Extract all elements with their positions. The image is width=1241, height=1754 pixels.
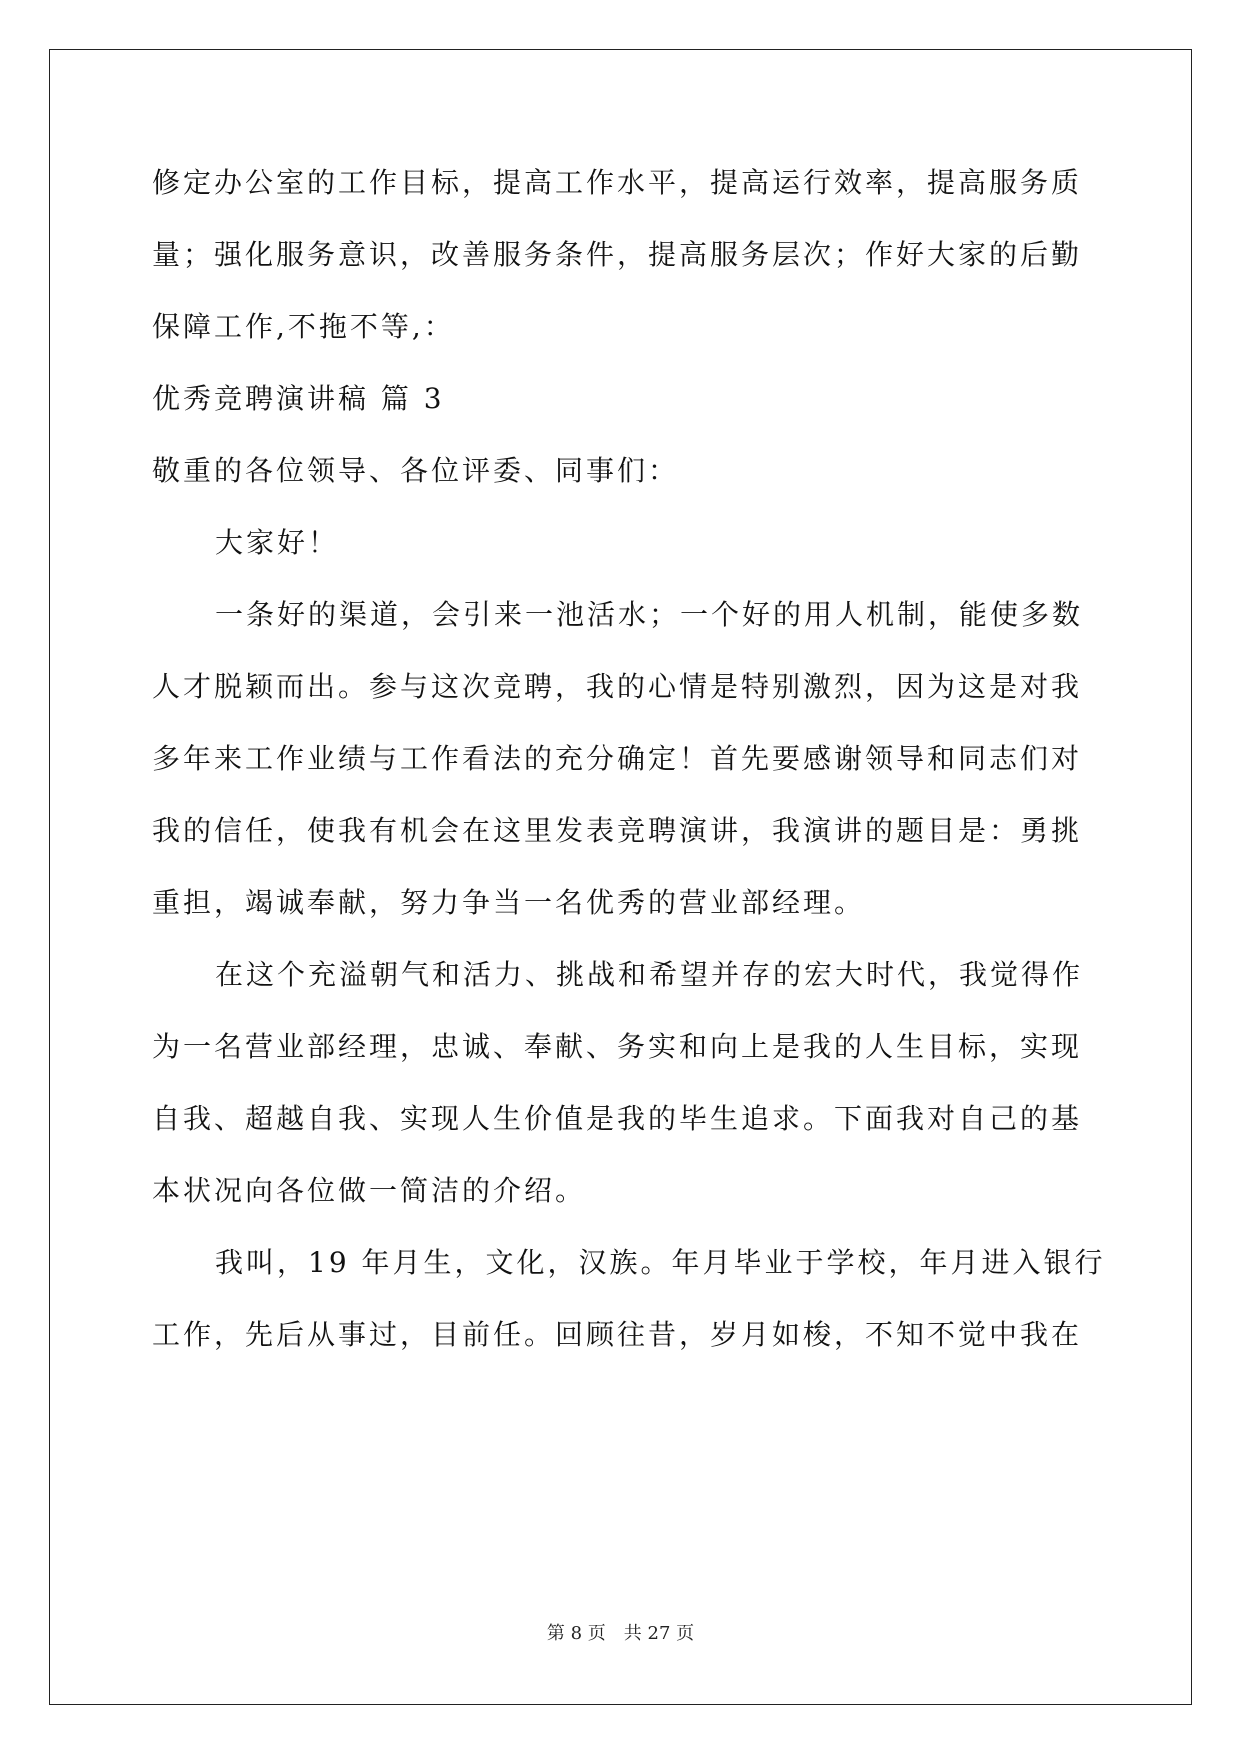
text-line: 我的信任，使我有机会在这里发表竞聘演讲，我演讲的题目是：勇挑 xyxy=(152,814,1083,847)
text-line: 在这个充溢朝气和活力、挑战和希望并存的宏大时代，我觉得作 xyxy=(215,958,1084,991)
text-line: 保障工作,不拖不等,： xyxy=(152,310,455,343)
page-footer xyxy=(0,1622,1241,1646)
greeting: 大家好！ xyxy=(215,526,340,559)
text-line: 修定办公室的工作目标，提高工作水平，提高运行效率，提高服务质 xyxy=(152,166,1083,199)
text-line: 工作，先后从事过，目前任。回顾往昔，岁月如梭，不知不觉中我在 xyxy=(152,1318,1083,1351)
text-line: 人才脱颖而出。参与这次竞聘，我的心情是特别激烈，因为这是对我 xyxy=(152,670,1083,703)
text-line: 自我、超越自我、实现人生价值是我的毕生追求。下面我对自己的基 xyxy=(152,1102,1083,1135)
text-line: 多年来工作业绩与工作看法的充分确定！首先要感谢领导和同志们对 xyxy=(152,742,1083,775)
text-line: 本状况向各位做一简洁的介绍。 xyxy=(152,1174,587,1207)
page-border xyxy=(49,49,1192,1705)
page-total: 共 27 页 xyxy=(623,1623,695,1644)
text-line: 为一名营业部经理，忠诚、奉献、务实和向上是我的人生目标，实现 xyxy=(152,1030,1083,1063)
section-heading: 优秀竞聘演讲稿 篇 3 xyxy=(152,382,445,415)
salutation: 敬重的各位领导、各位评委、同事们： xyxy=(152,454,680,487)
text-line: 量；强化服务意识，改善服务条件，提高服务层次；作好大家的后勤 xyxy=(152,238,1083,271)
text-line: 一条好的渠道，会引来一池活水；一个好的用人机制，能使多数 xyxy=(215,598,1084,631)
text-line: 重担，竭诚奉献，努力争当一名优秀的营业部经理。 xyxy=(152,886,866,919)
page-number: 第 8 页 xyxy=(546,1623,606,1644)
text-line: 我叫，19 年月生，文化，汉族。年月毕业于学校，年月进入银行 xyxy=(215,1246,1106,1279)
